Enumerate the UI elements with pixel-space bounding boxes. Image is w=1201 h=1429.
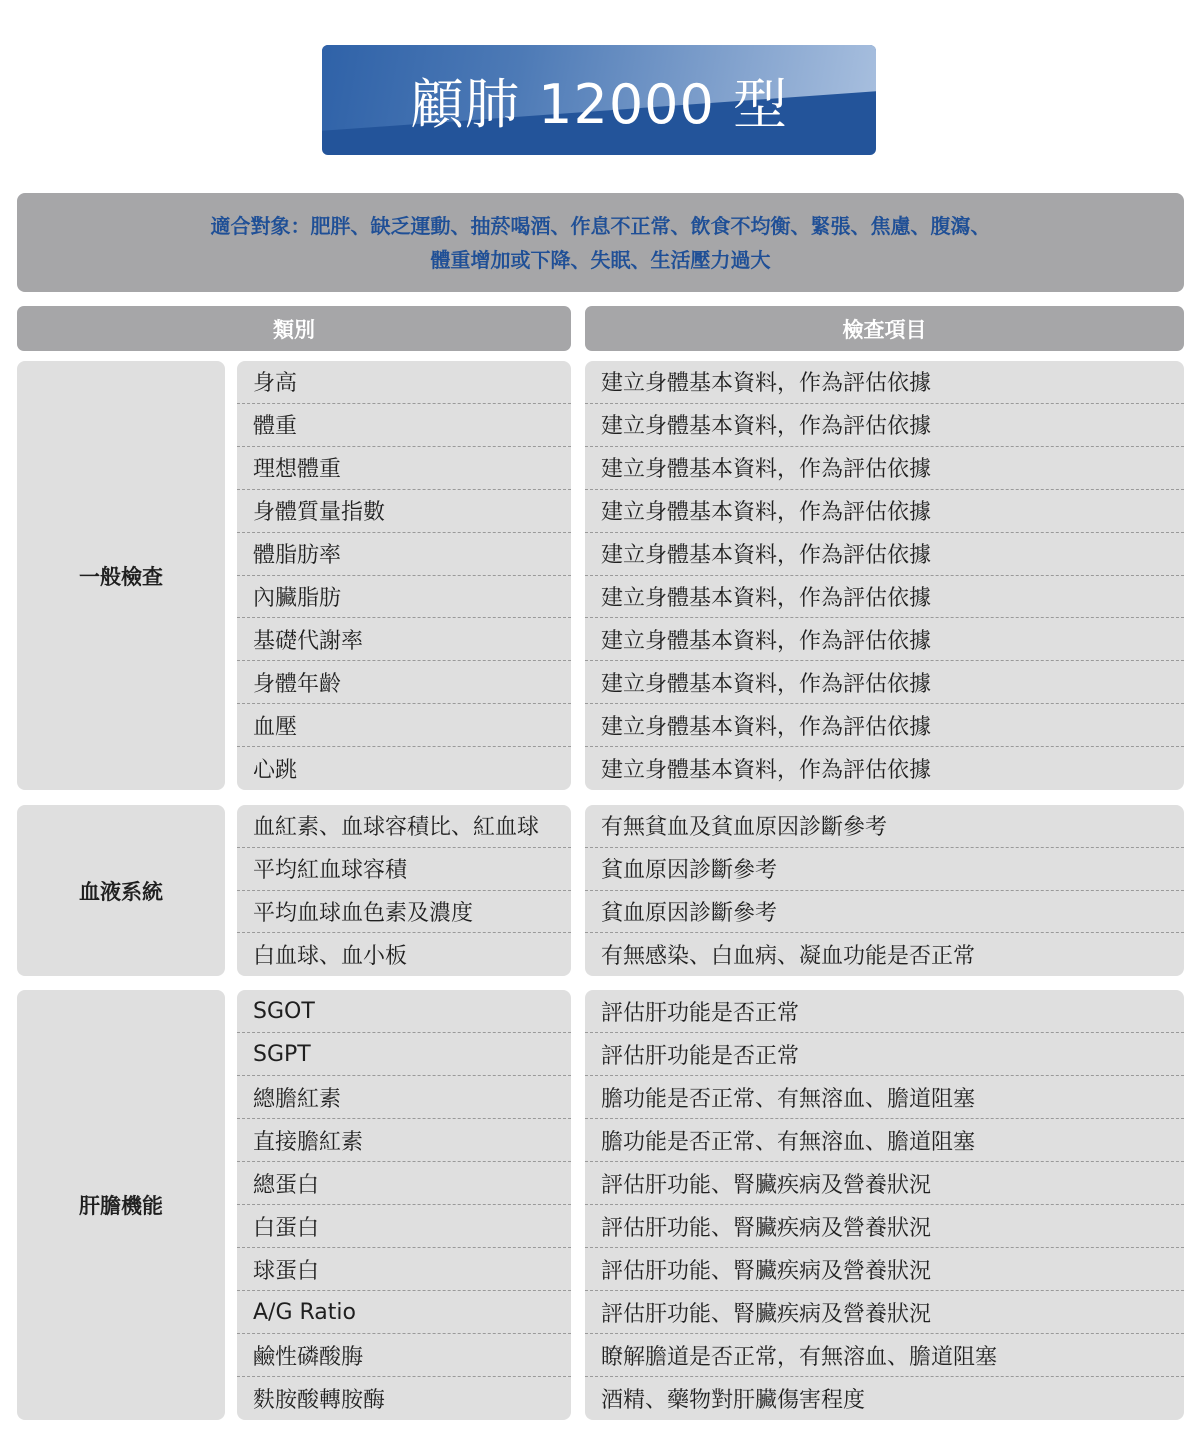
target-line-2: 體重增加或下降、失眠、生活壓力過大 (430, 247, 771, 272)
purpose-item: 建立身體基本資料，作為評估依據 (585, 447, 1184, 490)
test-item: 白血球、血小板 (253, 944, 408, 970)
group-general-tests (237, 361, 571, 790)
category-header: 類別 (17, 306, 571, 351)
purpose-item: 建立身體基本資料，作為評估依據 (585, 404, 1184, 447)
test-item: 體脂肪率 (237, 533, 571, 576)
test-item: 血紅素、血球容積比、紅血球 (237, 805, 571, 848)
test-item: 身高 (237, 361, 571, 404)
purpose-item: 建立身體基本資料，作為評估依據 (585, 533, 1184, 576)
purpose-item: 建立身體基本資料，作為評估依據 (585, 618, 1184, 661)
test-item: 血壓 (237, 704, 571, 747)
group-general-name-cell (17, 361, 225, 790)
group-liver-name-cell (17, 990, 225, 1420)
group-general-name: 一般檢查 (79, 564, 163, 589)
purpose-item: 建立身體基本資料，作為評估依據 (585, 704, 1184, 747)
test-item: 理想體重 (237, 447, 571, 490)
purpose-item: 貧血原因診斷參考 (585, 891, 1184, 934)
purpose-item: 酒精、藥物對肝臟傷害程度 (601, 1388, 866, 1413)
purpose-item: 建立身體基本資料，作為評估依據 (585, 576, 1184, 619)
test-item: 身體年齡 (237, 661, 571, 704)
test-item: 基礎代謝率 (237, 618, 571, 661)
purpose-item: 建立身體基本資料，作為評估依據 (585, 361, 1184, 404)
purpose-item: 建立身體基本資料，作為評估依據 (585, 490, 1184, 533)
purpose-item: 評估肝功能是否正常 (585, 990, 1184, 1033)
purpose-item: 膽功能是否正常、有無溶血、膽道阻塞 (585, 1076, 1184, 1119)
purpose-item: 建立身體基本資料，作為評估依據 (601, 758, 932, 784)
test-item: SGPT (237, 1033, 571, 1076)
test-item: 球蛋白 (237, 1248, 571, 1291)
group-liver-purposes (585, 990, 1184, 1420)
target-audience-box (17, 193, 1184, 292)
group-blood-name-cell (17, 805, 225, 976)
title-banner (322, 45, 876, 155)
group-blood-name: 血液系統 (79, 879, 163, 904)
purpose-item: 評估肝功能、腎臟疾病及營養狀況 (585, 1248, 1184, 1291)
group-general-purposes (585, 361, 1184, 790)
purpose-item: 瞭解膽道是否正常，有無溶血、膽道阻塞 (585, 1334, 1184, 1377)
purpose-item: 貧血原因診斷參考 (585, 848, 1184, 891)
test-item: 平均紅血球容積 (237, 848, 571, 891)
test-item: A/G Ratio (237, 1291, 571, 1334)
test-item: 白蛋白 (237, 1205, 571, 1248)
test-item: 麩胺酸轉胺酶 (253, 1388, 386, 1413)
target-line-1: 適合對象：肥胖、缺乏運動、抽菸喝酒、作息不正常、飲食不均衡、緊張、焦慮、腹瀉、 (210, 213, 991, 238)
test-item: SGOT (237, 990, 571, 1033)
items-header: 檢查項目 (585, 306, 1184, 351)
test-item: 總膽紅素 (237, 1076, 571, 1119)
test-item: 平均血球血色素及濃度 (237, 891, 571, 934)
group-blood-tests (237, 805, 571, 976)
group-liver-tests (237, 990, 571, 1420)
purpose-item: 有無感染、白血病、凝血功能是否正常 (601, 944, 976, 970)
purpose-item: 建立身體基本資料，作為評估依據 (585, 661, 1184, 704)
purpose-item: 評估肝功能、腎臟疾病及營養狀況 (585, 1162, 1184, 1205)
group-blood-purposes (585, 805, 1184, 976)
test-item: 身體質量指數 (237, 490, 571, 533)
test-item: 心跳 (253, 758, 298, 784)
group-liver-name: 肝膽機能 (79, 1194, 163, 1218)
banner-title: 顧肺 12000 型 (409, 72, 789, 136)
test-item: 內臟脂肪 (237, 576, 571, 619)
purpose-item: 膽功能是否正常、有無溶血、膽道阻塞 (585, 1119, 1184, 1162)
test-item: 直接膽紅素 (237, 1119, 571, 1162)
test-item: 總蛋白 (237, 1162, 571, 1205)
purpose-item: 評估肝功能是否正常 (585, 1033, 1184, 1076)
purpose-item: 有無貧血及貧血原因診斷參考 (585, 805, 1184, 848)
test-item: 體重 (237, 404, 571, 447)
purpose-item: 評估肝功能、腎臟疾病及營養狀況 (585, 1205, 1184, 1248)
test-item: 鹼性磷酸脢 (237, 1334, 571, 1377)
purpose-item: 評估肝功能、腎臟疾病及營養狀況 (585, 1291, 1184, 1334)
